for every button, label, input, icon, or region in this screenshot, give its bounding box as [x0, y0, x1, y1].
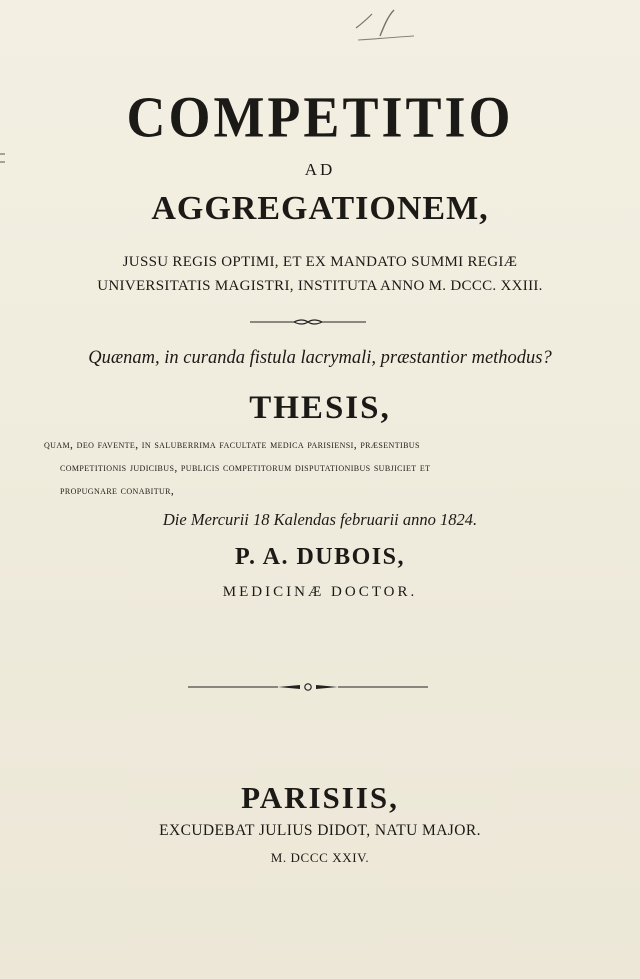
imprint-year: M. DCCC XXIV. — [270, 850, 370, 865]
body-line-1: quam, deo favente, in saluberrima facultate medica parisiensi, præsentibus — [44, 438, 420, 451]
thesis-question: Quænam, in curanda fistula lacrymali, præstantior methodus? — [88, 348, 552, 368]
decree-line-2: UNIVERSITATIS MAGISTRI, INSTITUTA ANNO M. DCCC. XXIII. — [97, 278, 543, 294]
date-line: Die Mercurii 18 Kalendas februarii anno 1824. — [162, 510, 478, 529]
author-degree: MEDICINÆ DOCTOR. — [222, 584, 418, 600]
main-title: COMPETITIO — [126, 84, 514, 150]
title-ad: AD — [304, 160, 336, 179]
thesis-heading: THESIS, — [249, 390, 391, 426]
ornamental-rule-icon — [250, 316, 366, 328]
author-name: P. A. DUBOIS, — [235, 544, 405, 570]
subtitle: AGGREGATIONEM, — [151, 190, 489, 227]
imprint-printer: EXCUDEBAT JULIUS DIDOT, NATU MAJOR. — [159, 822, 481, 839]
body-line-2: competitionis judicibus, publicis competitorum disputationibus subjiciet et — [60, 461, 431, 474]
body-line-3: propugnare conabitur, — [60, 484, 175, 497]
handwritten-mark-icon — [350, 6, 420, 46]
imprint-city: PARISIIS, — [241, 780, 399, 815]
decree-line-1: JUSSU REGIS OPTIMI, ET EX MANDATO SUMMI REGIÆ — [122, 254, 518, 270]
ornamental-rule-2-icon — [188, 680, 428, 694]
